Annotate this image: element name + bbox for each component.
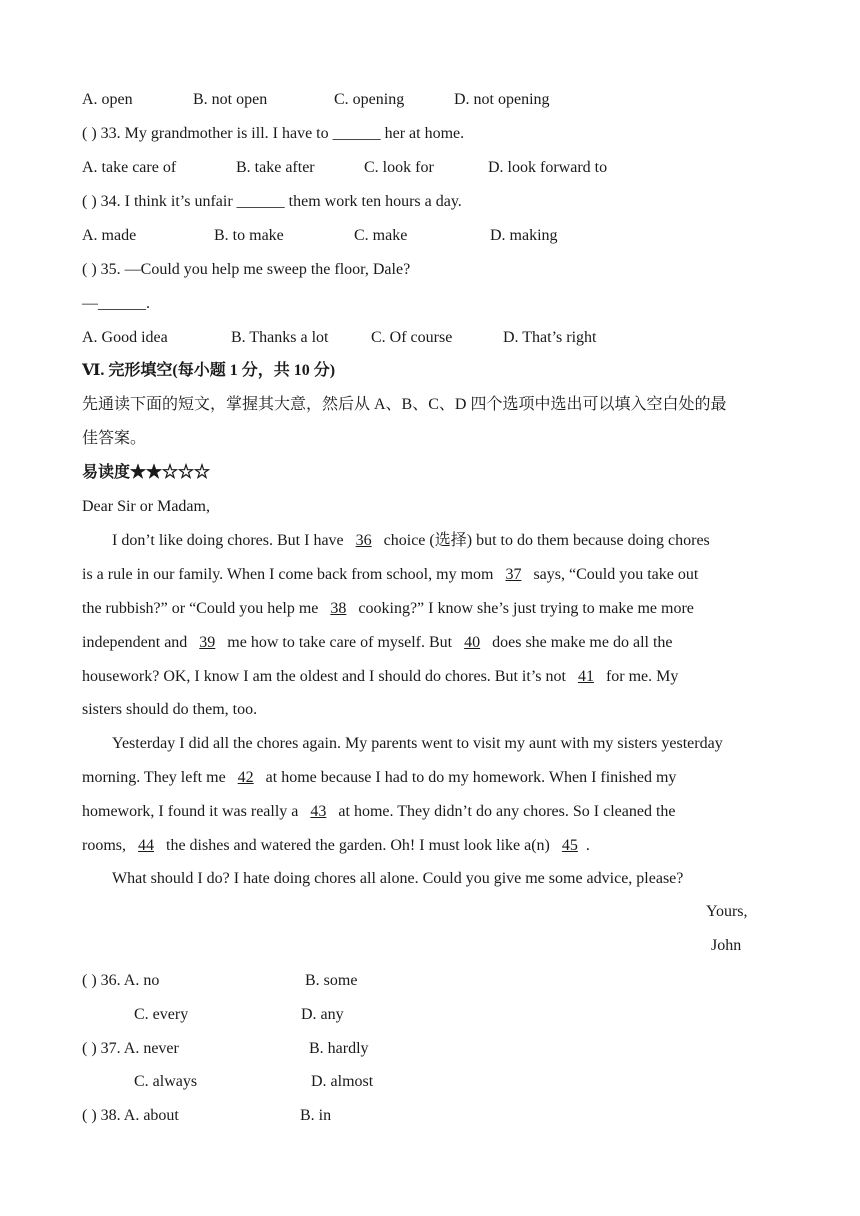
blank-37: 37: [505, 566, 522, 583]
q33-option-a: A. take care of: [82, 159, 177, 176]
letter-p2-line-4: [82, 836, 590, 856]
text-run: does she make me do all the: [488, 634, 673, 651]
q37-option-c: C. always: [134, 1073, 198, 1090]
letter-p1-line-1: [82, 531, 710, 551]
q35-answer-line: —______.: [82, 295, 150, 312]
letter-signature: John: [711, 937, 742, 954]
q37-option-b: B. hardly: [309, 1040, 369, 1057]
q37-stem: ( ) 37. A. never: [82, 1040, 179, 1057]
q35-option-b: B. Thanks a lot: [231, 329, 329, 346]
text-run: me how to take care of myself. But: [223, 634, 457, 651]
text-run: housework? OK, I know I am the oldest and I should do chores. But it’s not: [82, 668, 570, 685]
text-run: the dishes and watered the garden. Oh! I must look like a(n): [162, 837, 554, 854]
letter-p1-line-3: [82, 599, 694, 619]
letter-p1-line-6: sisters should do them, too.: [82, 701, 258, 718]
difficulty-rating: 易读度★★☆☆☆: [82, 464, 211, 481]
text-run: independent and: [82, 634, 192, 651]
text-run: the rubbish?” or “Could you help me: [82, 600, 323, 617]
blank-42: 42: [237, 769, 254, 786]
blank-36: 36: [355, 532, 372, 549]
blank-39: 39: [199, 634, 216, 651]
q35-option-d: D. That’s right: [503, 329, 597, 346]
q33-option-c: C. look for: [364, 159, 434, 176]
section-6-instruction-line-2: 佳答案。: [82, 430, 147, 447]
q36-option-d: D. any: [301, 1006, 344, 1023]
text-run: is a rule in our family. When I come back from school, my mom: [82, 566, 498, 583]
q32-option-d: D. not opening: [454, 91, 550, 108]
text-run: I don’t like doing chores. But I have: [112, 532, 348, 549]
q35-option-c: C. Of course: [371, 329, 453, 346]
q37-option-d: D. almost: [311, 1073, 374, 1090]
q32-option-c: C. opening: [334, 91, 405, 108]
q32-option-b: B. not open: [193, 91, 268, 108]
letter-p1-line-5: [82, 667, 678, 687]
blank-43: 43: [310, 803, 327, 820]
blank-44: 44: [138, 837, 154, 854]
letter-p1-line-4: [82, 633, 673, 653]
q34-stem: ( ) 34. I think it’s unfair ______ them work ten hours a day.: [82, 193, 462, 210]
text-run: morning. They left me: [82, 769, 230, 786]
q33-option-b: B. take after: [236, 159, 315, 176]
q35-option-a: A. Good idea: [82, 329, 168, 346]
q36-option-b: B. some: [305, 972, 358, 989]
q34-option-a: A. made: [82, 227, 137, 244]
q38-stem: ( ) 38. A. about: [82, 1107, 179, 1124]
letter-p2-line-2: [82, 768, 676, 788]
letter-closing: Yours,: [706, 903, 748, 920]
letter-p2-line-1: Yesterday I did all the chores again. My parents went to visit my aunt with my sisters yesterday: [112, 735, 723, 752]
q33-stem: ( ) 33. My grandmother is ill. I have to ______ her at home.: [82, 125, 465, 142]
q34-option-d: D. making: [490, 227, 558, 244]
q34-option-b: B. to make: [214, 227, 284, 244]
text-run: choice (选择) but to do them because doing chores: [379, 532, 710, 549]
text-run: for me. My: [601, 668, 679, 685]
letter-greeting: Dear Sir or Madam,: [82, 498, 210, 515]
text-run: homework, I found it was really a: [82, 803, 303, 820]
text-run: .: [585, 837, 590, 854]
q38-option-b: B. in: [300, 1107, 332, 1124]
q33-option-d: D. look forward to: [488, 159, 608, 176]
blank-40: 40: [464, 634, 481, 651]
q32-option-a: A. open: [82, 91, 133, 108]
blank-38: 38: [330, 600, 347, 617]
letter-p1-line-2: [82, 565, 698, 585]
text-run: at home because I had to do my homework. When I finished my: [261, 769, 677, 786]
q36-option-c: C. every: [134, 1006, 189, 1023]
letter-p2-line-3: [82, 802, 675, 822]
text-run: rooms,: [82, 837, 130, 854]
text-run: cooking?” I know she’s just trying to make me more: [354, 600, 694, 617]
q36-stem: ( ) 36. A. no: [82, 972, 160, 989]
section-6-instruction-line-1: 先通读下面的短文，掌握其大意，然后从 A、B、C、D 四个选项中选出可以填入空白处的最: [82, 396, 727, 413]
q35-stem: ( ) 35. —Could you help me sweep the floor, Dale?: [82, 261, 411, 278]
text-run: says, “Could you take out: [529, 566, 699, 583]
letter-p3: What should I do? I hate doing chores all alone. Could you give me some advice, please?: [112, 870, 684, 887]
blank-41: 41: [577, 668, 594, 685]
q34-option-c: C. make: [354, 227, 408, 244]
text-run: at home. They didn’t do any chores. So I cleaned the: [334, 803, 676, 820]
section-6-title: Ⅵ. 完形填空(每小题 1 分，共 10 分): [82, 362, 336, 379]
blank-45: 45: [561, 837, 578, 854]
